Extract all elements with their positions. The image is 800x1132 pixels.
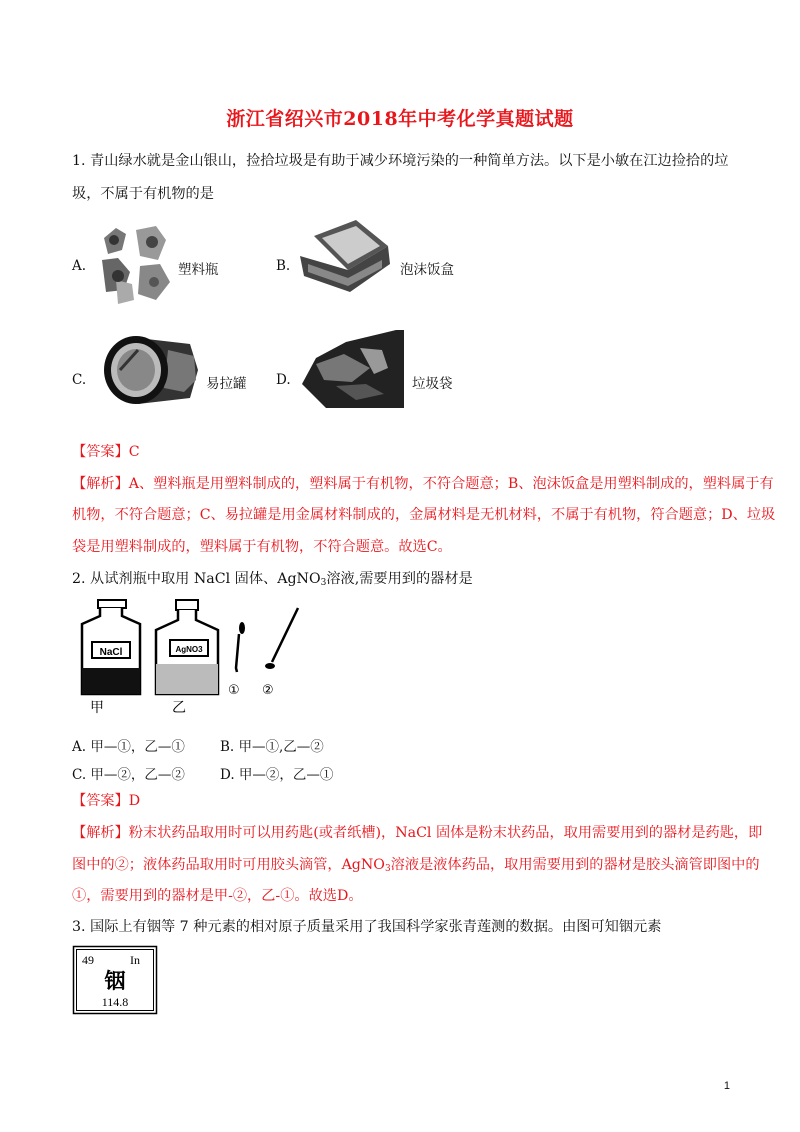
- dropper-icon: [228, 622, 245, 698]
- q2-analysis-line1: 【解析】粉末状药品取用时可以用药匙(或者纸槽)，NaCl 固体是粉末状药品，取用需要用到的器材是药匙，即: [72, 825, 763, 841]
- q2-analysis-line3: ①，需要用到的器材是甲-②，乙-①。故选D。: [72, 888, 363, 904]
- bottle-yi: [156, 600, 218, 716]
- q1-option-a-label: 塑料瓶: [178, 262, 219, 278]
- element-mass: 114.8: [101, 995, 129, 1009]
- q1-analysis-line2: 机物，不符合题意；C、易拉罐是用金属材料制成的，金属材料是无机材料，不属于有机物，符合题意；D、垃圾: [72, 507, 776, 523]
- q1-option-c-letter: C.: [72, 372, 87, 388]
- bottle-jia: [82, 600, 140, 716]
- q2-option-d: D. 甲—②，乙—①: [220, 767, 334, 783]
- q2-analysis-line2: [72, 855, 760, 879]
- spoon-icon: [262, 608, 298, 698]
- q1-answer: 【答案】C: [72, 444, 140, 460]
- bottle-yi-name: 乙: [172, 700, 186, 716]
- q2-stem: [72, 569, 732, 593]
- bottle-jia-label: NaCl: [99, 647, 123, 658]
- element-number: 49: [82, 953, 94, 967]
- q2-stem-sub: 3: [320, 578, 327, 588]
- bottle-jia-name: 甲: [90, 700, 104, 716]
- foam-lunchbox-image: [296, 216, 394, 296]
- page-number: 1: [723, 1080, 730, 1092]
- q1-option-b-label: 泡沫饭盒: [400, 262, 454, 278]
- can-image: [98, 330, 202, 410]
- document-title: 浙江省绍兴市2018年中考化学真题试题: [226, 108, 574, 130]
- q1-analysis-line1: 【解析】A、塑料瓶是用塑料制成的，塑料属于有机物，不符合题意；B、泡沫饭盒是用塑料制成的，塑料属于有: [72, 476, 774, 492]
- indium-element-card: [72, 945, 158, 1015]
- reagent-bottles-figure: [76, 598, 306, 716]
- q2-analysis-line2-sub: 3: [384, 864, 391, 874]
- q1-analysis-line3: 袋是用塑料制成的，塑料属于有机物，不符合题意。故选C。: [72, 539, 452, 555]
- q1-stem-line1: 1. 青山绿水就是金山银山，捡拾垃圾是有助于减少环境污染的一种简单方法。以下是小敏在江边捡拾的垃: [72, 153, 729, 169]
- tool-1-label: ①: [228, 683, 240, 698]
- element-symbol: In: [130, 953, 140, 967]
- q2-analysis-line2-pre: 图中的②；液体药品取用时可用胶头滴管，AgNO: [72, 857, 385, 873]
- q1-option-b-letter: B.: [276, 258, 291, 274]
- q1-stem-line2: 圾，不属于有机物的是: [72, 186, 214, 202]
- q2-option-b: B. 甲—①,乙—②: [220, 739, 324, 755]
- q1-option-c-label: 易拉罐: [206, 376, 247, 392]
- q2-stem-post: 溶液,需要用到的器材是: [326, 571, 473, 587]
- tool-2-label: ②: [262, 683, 274, 698]
- q1-option-d-label: 垃圾袋: [412, 376, 453, 392]
- element-name: 铟: [104, 969, 126, 993]
- q2-answer: 【答案】D: [72, 793, 141, 809]
- plastic-bottle-image: [96, 220, 174, 308]
- garbage-bag-image: [296, 328, 406, 410]
- q2-stem-pre: 2. 从试剂瓶中取用 NaCl 固体、AgNO: [72, 571, 321, 587]
- bottle-yi-label: AgNO3: [175, 645, 203, 654]
- q3-stem: 3. 国际上有铟等 7 种元素的相对原子质量采用了我国科学家张青莲测的数据。由图可知铟元素: [72, 919, 662, 935]
- q2-analysis-line2-post: 溶液是液体药品，取用需要用到的器材是胶头滴管即图中的: [390, 857, 760, 873]
- q2-option-a: A. 甲—①，乙—①: [72, 739, 185, 755]
- q1-option-a-letter: A.: [72, 258, 87, 274]
- q1-option-d-letter: D.: [276, 372, 291, 388]
- q2-option-c: C. 甲—②，乙—②: [72, 767, 185, 783]
